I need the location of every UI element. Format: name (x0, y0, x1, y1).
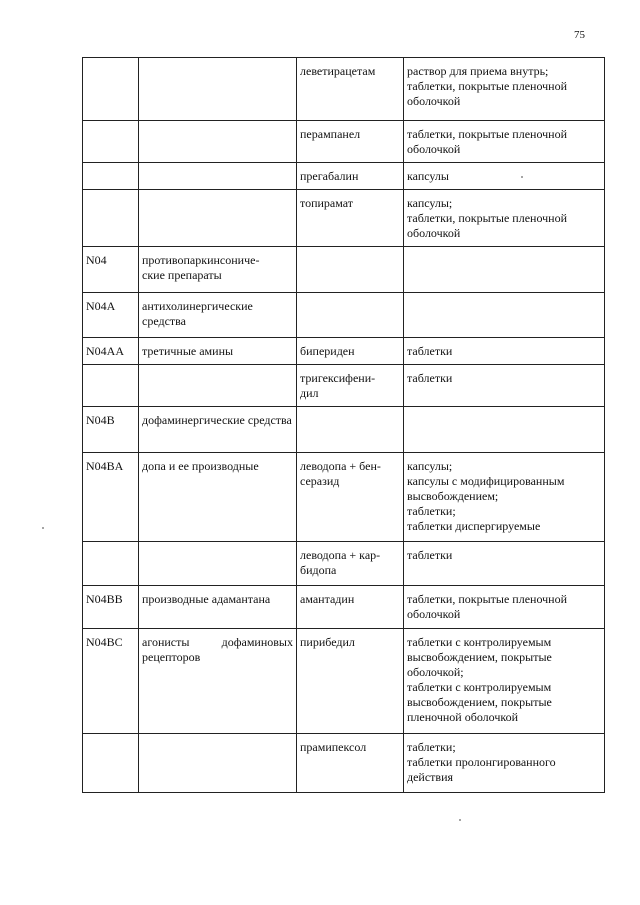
pharm-group-cell (139, 542, 297, 586)
table-row (83, 121, 605, 163)
table-row (83, 542, 605, 586)
drug-name-cell: леводопа + кар- бидопа (297, 542, 404, 586)
scan-speck (42, 527, 44, 529)
dosage-form-cell: таблетки (404, 365, 605, 407)
dosage-form-cell: таблетки (404, 542, 605, 586)
drug-name-cell: бипериден (297, 338, 404, 365)
atc-code-cell (83, 542, 139, 586)
table-row (83, 247, 605, 293)
drug-name-cell: прамипексол (297, 734, 404, 793)
atc-code-cell: N04BB (83, 586, 139, 629)
drug-name-cell: тригексифени- дил (297, 365, 404, 407)
pharm-group-cell (139, 163, 297, 190)
dosage-form-cell: таблетки с контролируемым высвобождением, покрытые оболочкой; таблетки с контролируемым высвобождением, покрытые пленочной оболочкой (404, 629, 605, 734)
table-row (83, 293, 605, 338)
table-row (83, 407, 605, 453)
dosage-form-cell: таблетки; таблетки пролонгированного действия (404, 734, 605, 793)
dosage-form-cell: раствор для приема внутрь; таблетки, покрытые пленочной оболочкой (404, 58, 605, 121)
pharm-group-cell: противопаркинсониче- ские препараты (139, 247, 297, 293)
drug-classification-table (82, 57, 605, 793)
drug-name-cell: пирибедил (297, 629, 404, 734)
atc-code-cell (83, 163, 139, 190)
dosage-form-cell (404, 293, 605, 338)
table-row (83, 734, 605, 793)
atc-code-cell: N04A (83, 293, 139, 338)
dosage-form-cell: капсулы; таблетки, покрытые пленочной оболочкой (404, 190, 605, 247)
page-number: 75 (574, 29, 585, 41)
atc-code-cell: N04AA (83, 338, 139, 365)
table-row (83, 629, 605, 734)
pharm-group-cell (139, 190, 297, 247)
table-row (83, 58, 605, 121)
dosage-form-cell (404, 407, 605, 453)
atc-code-cell (83, 121, 139, 163)
dosage-form-cell (404, 247, 605, 293)
pharm-group-cell: производные адамантана (139, 586, 297, 629)
drug-name-cell: леветирацетам (297, 58, 404, 121)
drug-name-cell (297, 407, 404, 453)
scan-speck (459, 819, 461, 821)
table-row (83, 163, 605, 190)
dosage-form-cell: таблетки, покрытые пленочной оболочкой (404, 586, 605, 629)
table-row (83, 338, 605, 365)
table-row (83, 190, 605, 247)
pharm-group-cell: третичные амины (139, 338, 297, 365)
pharm-group-cell: дофаминергические средства (139, 407, 297, 453)
drug-name-cell: леводопа + бен- серазид (297, 453, 404, 542)
drug-name-cell: перампанел (297, 121, 404, 163)
atc-code-cell (83, 58, 139, 121)
atc-code-cell (83, 734, 139, 793)
drug-name-cell (297, 247, 404, 293)
pharm-group-cell (139, 734, 297, 793)
table-row (83, 365, 605, 407)
pharm-group-cell: агонисты дофаминовых рецепторов (139, 629, 297, 734)
pharm-group-cell (139, 58, 297, 121)
drug-name-cell: прегабалин (297, 163, 404, 190)
dosage-form-cell: таблетки (404, 338, 605, 365)
pharm-group-cell (139, 365, 297, 407)
atc-code-cell (83, 190, 139, 247)
pharm-group-cell (139, 121, 297, 163)
atc-code-cell: N04BC (83, 629, 139, 734)
dosage-form-cell: капсулы (404, 163, 605, 190)
drug-name-cell: амантадин (297, 586, 404, 629)
dosage-form-cell: капсулы; капсулы с модифицированным высвобождением; таблетки; таблетки диспергируемые (404, 453, 605, 542)
table-row (83, 586, 605, 629)
scan-speck (521, 176, 523, 178)
dosage-form-cell: таблетки, покрытые пленочной оболочкой (404, 121, 605, 163)
pharm-group-cell: допа и ее производные (139, 453, 297, 542)
table-row (83, 453, 605, 542)
atc-code-cell: N04 (83, 247, 139, 293)
atc-code-cell: N04BA (83, 453, 139, 542)
atc-code-cell: N04B (83, 407, 139, 453)
atc-code-cell (83, 365, 139, 407)
pharm-group-cell: антихолинергические средства (139, 293, 297, 338)
drug-name-cell: топирамат (297, 190, 404, 247)
drug-name-cell (297, 293, 404, 338)
